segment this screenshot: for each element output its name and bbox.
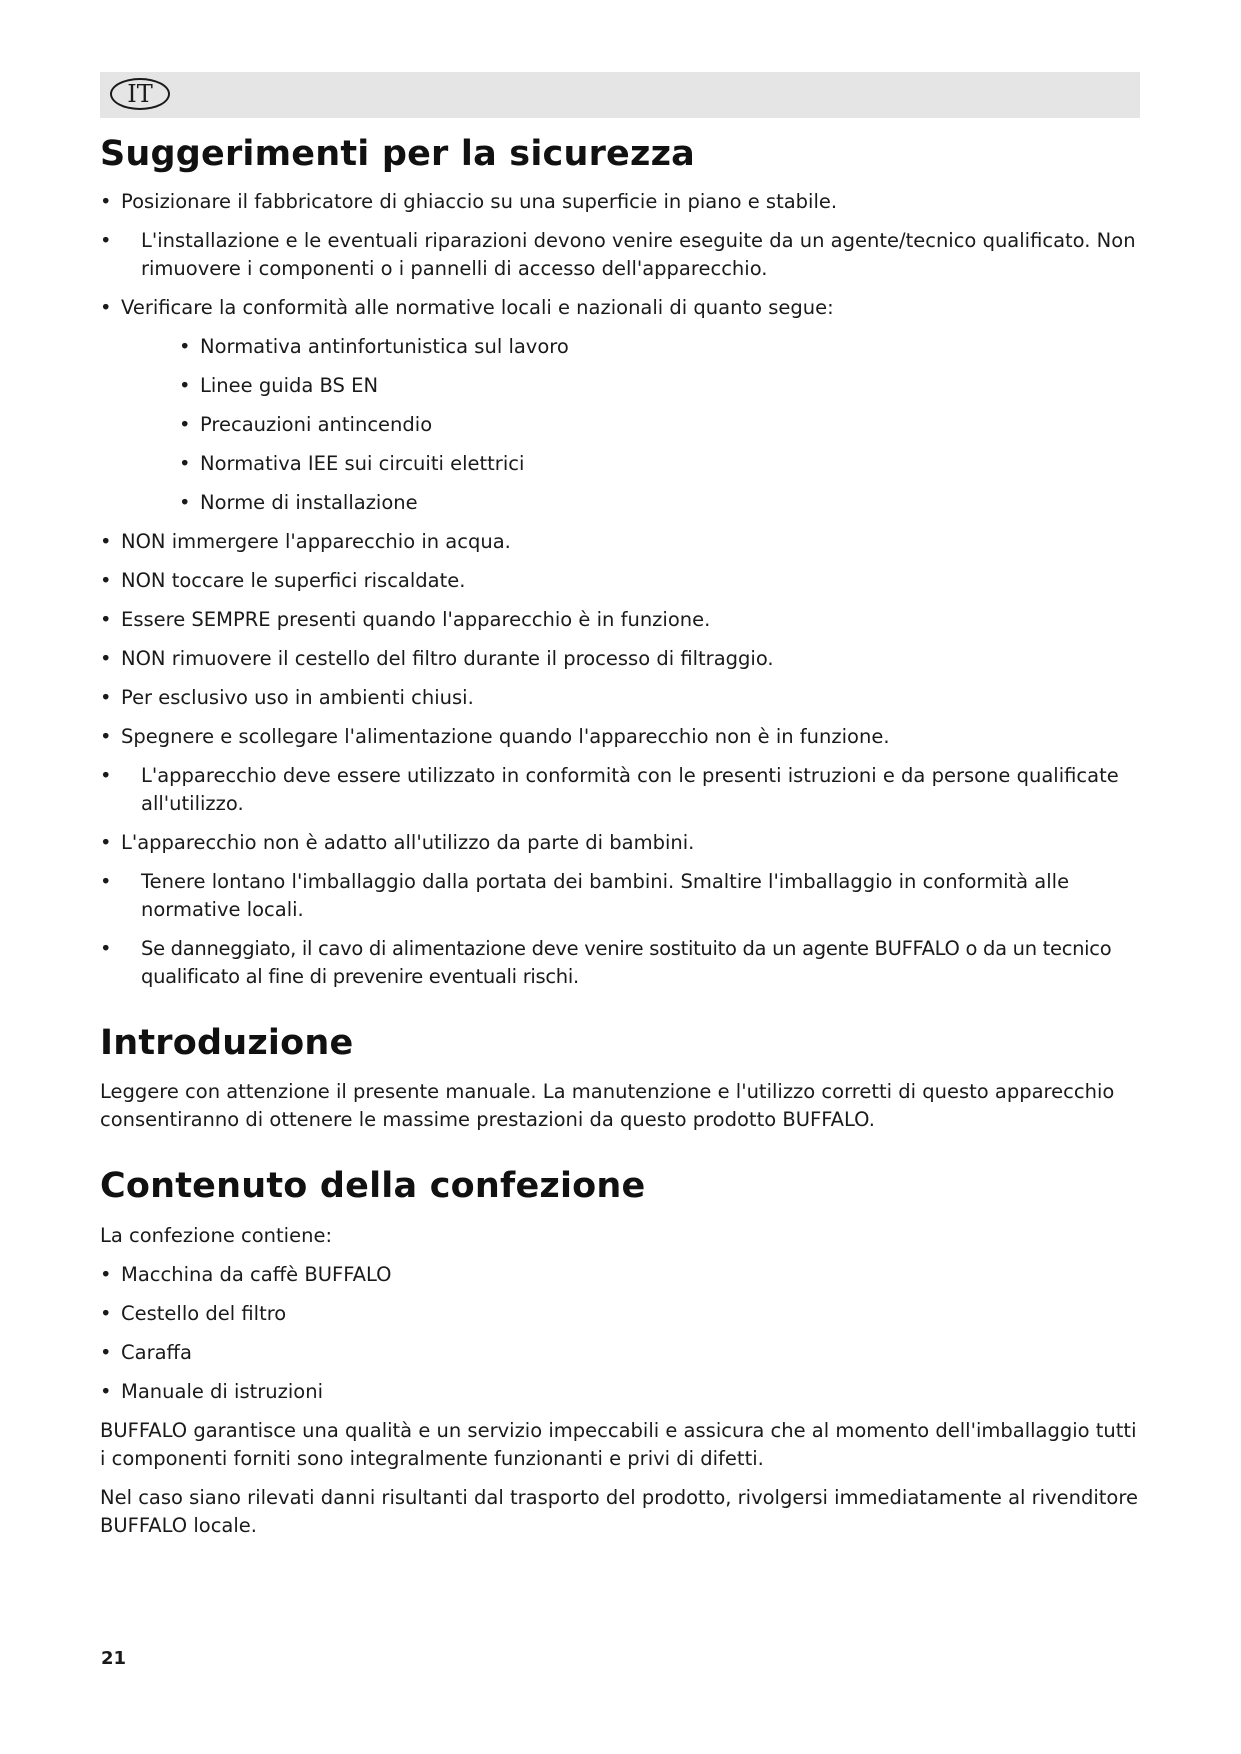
safety-item: • Se danneggiato, il cavo di alimentazione deve venire sostituito da un agente BUFFALO o da un tecnico qualificato al fine di prevenire eventuali rischi. (100, 936, 1112, 988)
safety-item: • NON immergere l'apparecchio in acqua. (100, 529, 511, 553)
guarantee-text: BUFFALO garantisce una qualità e un servizio impeccabili e assicura che al momento dell'imballaggio tutti i componenti forniti sono integralmente funzionanti e privi di difetti. (100, 1418, 1137, 1470)
safety-item: • Spegnere e scollegare l'alimentazione quando l'apparecchio non è in funzione. (100, 724, 890, 748)
language-bar (100, 72, 1140, 118)
safety-list-continued (100, 528, 1140, 991)
safety-item: • NON rimuovere il cestello del filtro durante il processo di filtraggio. (100, 646, 774, 670)
regulation-item: • Norme di installazione (179, 490, 418, 514)
safety-list (100, 188, 1140, 322)
contents-item: • Manuale di istruzioni (100, 1379, 324, 1403)
contents-item: • Macchina da caffè BUFFALO (100, 1262, 392, 1286)
safety-item: • Verificare la conformità alle normative locali e nazionali di quanto segue: (100, 295, 834, 319)
contents-list (100, 1261, 1140, 1406)
regulation-sublist (179, 333, 1140, 517)
safety-item: • L'apparecchio deve essere utilizzato in conformità con le presenti istruzioni e da persone qualificate all'utilizzo. (100, 763, 1119, 815)
contents-title: Contenuto della confezione (100, 1166, 646, 1206)
regulation-item: • Normativa antinfortunistica sul lavoro (179, 334, 569, 358)
regulation-item: • Normativa IEE sui circuiti elettrici (179, 451, 525, 475)
regulation-item: • Linee guida BS EN (179, 373, 379, 397)
safety-item: • Tenere lontano l'imballaggio dalla portata dei bambini. Smaltire l'imballaggio in conformità alle normative locali. (100, 869, 1070, 921)
contents-item: • Cestello del filtro (100, 1301, 287, 1325)
safety-item: • NON toccare le superfici riscaldate. (100, 568, 466, 592)
language-badge: IT (110, 78, 170, 110)
page-content (100, 132, 1140, 1540)
safety-item: • Essere SEMPRE presenti quando l'apparecchio è in funzione. (100, 607, 711, 631)
safety-item: • L'installazione e le eventuali riparazioni devono venire eseguite da un agente/tecnico qualificato. Non rimuovere i componenti o i pannelli di accesso dell'apparecchio. (100, 228, 1136, 280)
regulation-item: • Precauzioni antincendio (179, 412, 433, 436)
contents-lead: La confezione contiene: (100, 1223, 333, 1247)
safety-item: • Posizionare il fabbricatore di ghiaccio su una superficie in piano e stabile. (100, 189, 838, 213)
page-number: 21 (101, 1648, 127, 1669)
contents-item: • Caraffa (100, 1340, 192, 1364)
damage-text: Nel caso siano rilevati danni risultanti dal trasporto del prodotto, rivolgersi immediatamente al rivenditore BUFFALO locale. (100, 1485, 1138, 1537)
intro-text: Leggere con attenzione il presente manuale. La manutenzione e l'utilizzo corretti di questo apparecchio consentiranno di ottenere le massime prestazioni da questo prodotto BUFFALO. (100, 1080, 1115, 1131)
intro-title: Introduzione (100, 1022, 354, 1063)
safety-item: • L'apparecchio non è adatto all'utilizzo da parte di bambini. (100, 830, 695, 854)
safety-title: Suggerimenti per la sicurezza (100, 134, 695, 174)
safety-item: • Per esclusivo uso in ambienti chiusi. (100, 685, 474, 709)
